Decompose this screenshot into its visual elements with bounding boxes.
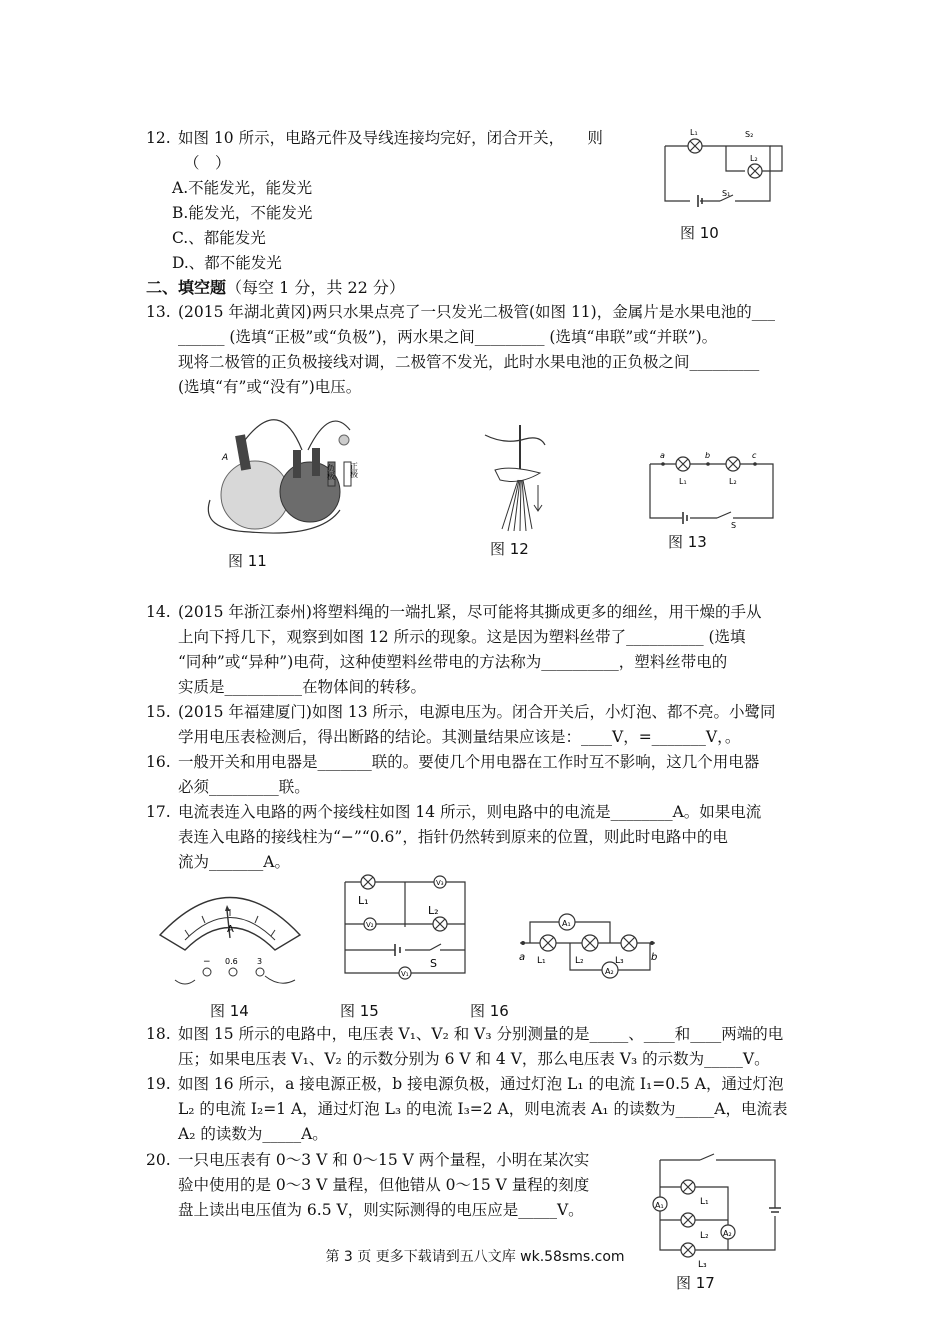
label-a2: A₂ bbox=[723, 1229, 732, 1238]
question-text-line: 流为_______A。 bbox=[178, 853, 290, 871]
label-a1: A₁ bbox=[562, 919, 571, 928]
label-l2: L₂ bbox=[729, 477, 737, 486]
label-v3: V₃ bbox=[436, 879, 444, 887]
question-text-line: 盘上读出电压值为 6.5 V，则实际测得的电压应是_____V。 bbox=[178, 1201, 584, 1219]
label-b: b bbox=[705, 451, 711, 460]
label-s1: S₁ bbox=[722, 189, 731, 198]
question-number: 14. bbox=[146, 603, 171, 621]
question-text-line: 表连入电路的接线柱为“−”“0.6”，指针仍然转到原来的位置，则此时电路中的电 bbox=[178, 828, 728, 846]
question-text-line: 一般开关和用电器是_______联的。要使几个用电器在工作时互不影响，这几个用电器 bbox=[178, 753, 760, 771]
label-s: S bbox=[731, 521, 737, 530]
question-number: 20. bbox=[146, 1151, 171, 1169]
label-ammeter: A bbox=[227, 924, 234, 935]
answer-bracket: （ ） bbox=[184, 154, 231, 172]
figure-11-fruit-battery bbox=[190, 400, 370, 540]
option-d: D.、都不能发光 bbox=[172, 254, 282, 272]
label-l2: L₂ bbox=[750, 154, 758, 163]
section-note: （每空 1 分，共 22 分） bbox=[226, 278, 405, 297]
terminal-minus: − bbox=[203, 957, 211, 967]
option-c: C.、都能发光 bbox=[172, 229, 266, 247]
figure-12-caption: 图 12 bbox=[490, 540, 529, 558]
label-l3: L₃ bbox=[615, 956, 624, 966]
question-13 bbox=[146, 300, 806, 400]
terminal-b: b bbox=[651, 952, 658, 963]
question-text-line: (选填“有”或“没有”)电压。 bbox=[178, 378, 362, 396]
question-text-line: 学用电压表检测后，得出断路的结论。其测量结果应该是：____V，=_______V，。 bbox=[178, 728, 741, 746]
figure-14-caption: 图 14 bbox=[210, 1002, 249, 1020]
question-20 bbox=[146, 1148, 636, 1223]
question-text-line: “同种”或“异种”)电荷，这种使塑料丝带电的方法称为__________，塑料丝带电的 bbox=[178, 653, 728, 671]
label-l2: L₂ bbox=[428, 904, 439, 917]
figure-16-caption: 图 16 bbox=[470, 1002, 509, 1020]
label-l2: L₂ bbox=[700, 1231, 709, 1241]
label-a: A bbox=[222, 453, 229, 463]
label-a1: A₁ bbox=[655, 1201, 664, 1210]
question-number: 13. bbox=[146, 303, 171, 321]
question-number: 12. bbox=[146, 129, 171, 147]
question-text-line: 如图 16 所示，a 接电源正极，b 接电源负极，通过灯泡 L₁ 的电流 I₁=0.5 A，通过灯泡 bbox=[178, 1075, 784, 1093]
question-number: 18. bbox=[146, 1025, 171, 1043]
figure-13-caption: 图 13 bbox=[668, 533, 707, 551]
label-l1: L₁ bbox=[679, 477, 687, 486]
question-text-line: 一只电压表有 0～3 V 和 0～15 V 两个量程，小明在某次实 bbox=[178, 1151, 590, 1169]
label-s2: S₂ bbox=[745, 130, 754, 139]
question-number: 16. bbox=[146, 753, 171, 771]
figure-10-caption: 图 10 bbox=[680, 224, 719, 242]
question-text-line: (2015 年福建厦门)如图 13 所示，电源电压为。闭合开关后，小灯泡、都不亮。小鹭同 bbox=[178, 703, 776, 721]
section-heading bbox=[146, 275, 405, 298]
question-number: 15. bbox=[146, 703, 171, 721]
label-v1: V₁ bbox=[401, 970, 409, 978]
label-l1: L₁ bbox=[700, 1197, 709, 1207]
label-v2: V₂ bbox=[366, 921, 374, 929]
question-text-line: 必须_________联。 bbox=[178, 778, 310, 796]
label-positive: 正极 bbox=[349, 462, 359, 478]
section-title: 二、填空题 bbox=[146, 278, 227, 297]
label-a: a bbox=[660, 451, 665, 460]
option-a: A.不能发光，能发光 bbox=[172, 179, 313, 197]
terminal-a: a bbox=[519, 952, 526, 963]
option-b: B.能发光，不能发光 bbox=[172, 204, 313, 222]
figure-11-caption: 图 11 bbox=[228, 552, 267, 570]
question-18 bbox=[146, 1022, 806, 1072]
question-text-line: ______ (选填“正极”或“负极”)，两水果之间_________ (选填“串联”或“并联”)。 bbox=[178, 328, 718, 346]
figure-17-caption: 图 17 bbox=[676, 1274, 715, 1292]
question-text-line: 验中使用的是 0～3 V 量程，但他错从 0～15 V 量程的刻度 bbox=[178, 1176, 590, 1194]
figure-15-caption: 图 15 bbox=[340, 1002, 379, 1020]
question-text-line: 压；如果电压表 V₁、V₂ 的示数分别为 6 V 和 4 V，那么电压表 V₃ 的示数为_____V。 bbox=[178, 1050, 770, 1068]
figure-10-circuit bbox=[660, 126, 790, 218]
question-17 bbox=[146, 800, 806, 875]
terminal-0-6: 0.6 bbox=[225, 957, 238, 966]
figure-16-circuit bbox=[515, 900, 665, 985]
figure-12-plastic-strands bbox=[480, 425, 550, 535]
question-14 bbox=[146, 600, 806, 700]
question-number: 17. bbox=[146, 803, 171, 821]
label-a2: A₂ bbox=[605, 967, 614, 976]
figure-14-ammeter bbox=[155, 880, 305, 990]
label-l1: L₁ bbox=[690, 128, 698, 137]
figure-13-circuit bbox=[645, 450, 780, 530]
question-19 bbox=[146, 1072, 806, 1147]
label-l3: L₃ bbox=[698, 1260, 707, 1270]
question-text-line: A₂ 的读数为_____A。 bbox=[178, 1125, 328, 1143]
question-text-line: 上向下捋几下，观察到如图 12 所示的现象。这是因为塑料丝带了__________ (选填 bbox=[178, 628, 746, 646]
label-s: S bbox=[430, 957, 437, 970]
label-l1: L₁ bbox=[537, 956, 546, 966]
question-text-line: 现将二极管的正负极接线对调，二极管不发光，此时水果电池的正负极之间_________ bbox=[178, 353, 760, 371]
label-c: c bbox=[752, 451, 757, 460]
question-text-line: 如图 10 所示，电路元件及导线连接均完好，闭合开关， 则 bbox=[178, 129, 603, 147]
page-footer: 第 3 页 更多下载请到五八文库 wk.58sms.com bbox=[325, 1249, 625, 1265]
label-negative: 负极 bbox=[326, 464, 336, 480]
question-text-line: 电流表连入电路的两个接线柱如图 14 所示，则电路中的电流是________A。如果电流 bbox=[178, 803, 762, 821]
question-16 bbox=[146, 750, 806, 800]
label-l2: L₂ bbox=[575, 956, 584, 966]
question-text-line: 如图 15 所示的电路中，电压表 V₁、V₂ 和 V₃ 分别测量的是_____、____和____两端的电 bbox=[178, 1025, 784, 1043]
question-text-line: L₂ 的电流 I₂=1 A，通过灯泡 L₃ 的电流 I₃=2 A，则电流表 A₁ 的读数为_____A，电流表 bbox=[178, 1100, 788, 1118]
question-text-line: 实质是__________在物体间的转移。 bbox=[178, 678, 427, 696]
question-number: 19. bbox=[146, 1075, 171, 1093]
question-text-line: (2015 年浙江泰州)将塑料绳的一端扎紧，尽可能将其撕成更多的细丝，用干燥的手从 bbox=[178, 603, 762, 621]
label-l1: L₁ bbox=[358, 894, 369, 907]
question-15 bbox=[146, 700, 806, 750]
figure-15-circuit bbox=[340, 872, 470, 984]
question-text-line: (2015 年湖北黄冈)两只水果点亮了一只发光二极管(如图 11)，金属片是水果电池的___ bbox=[178, 303, 775, 321]
terminal-3: 3 bbox=[257, 957, 263, 966]
